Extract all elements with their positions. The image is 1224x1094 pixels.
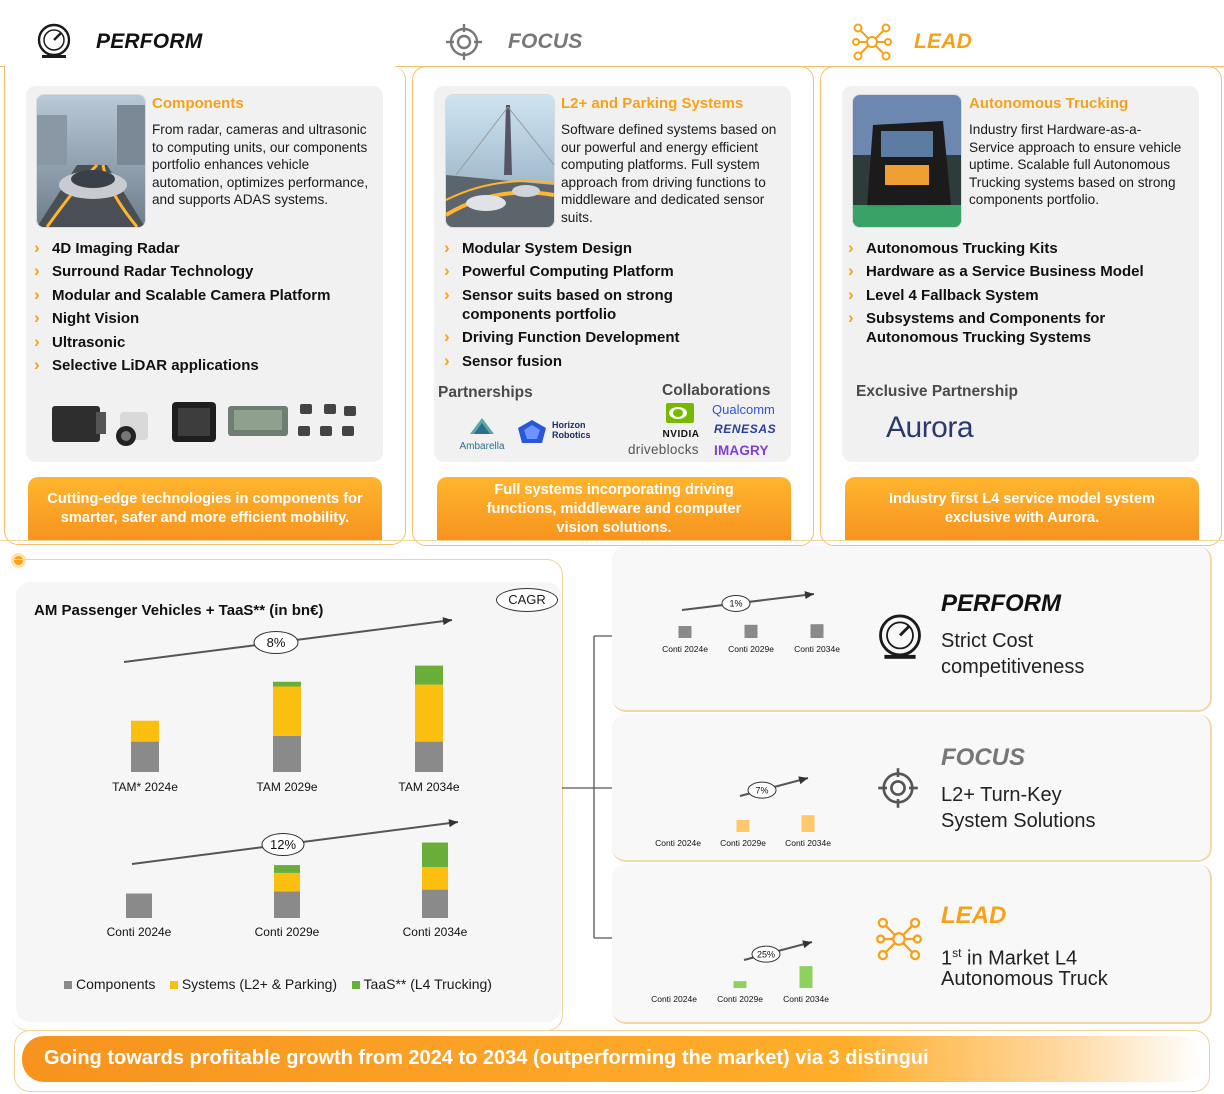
qualcomm-logo: Qualcomm	[712, 402, 775, 417]
components-banner: Cutting-edge technologies in components for smarter, safer and more efficient mobility.	[28, 477, 382, 541]
footer-banner	[22, 1036, 1202, 1082]
lead-line1-pre: 1	[941, 947, 953, 970]
bar-segment	[811, 624, 824, 638]
trucking-description: Industry first Hardware-as-a-Service approach to ensure vehicle uptime. Scalable full Autonomous Trucking systems based on strong components portfolio.	[969, 122, 1182, 208]
autonomous-truck-image	[853, 95, 961, 227]
focus-card-line1: L2+ Turn-Key	[941, 784, 1062, 806]
legend-item-components	[64, 976, 155, 992]
components-card	[26, 86, 383, 462]
cagr-value: 25%	[756, 949, 776, 960]
list-item: › Autonomous Trucking Kits	[842, 239, 1192, 258]
cagr-value: 12%	[269, 837, 297, 853]
cagr-value: 8%	[266, 635, 286, 651]
lead-card-title: LEAD	[941, 902, 1007, 929]
l2-image	[445, 94, 555, 228]
l2-card	[434, 86, 791, 462]
list-item: › Subsystems and Components for Autonomous Trucking Systems	[842, 309, 1146, 347]
category-label: Conti 2024e	[651, 994, 697, 1004]
list-item: › Sensor fusion	[438, 352, 728, 371]
aurora-logo: Aurora	[886, 411, 974, 444]
bar-segment	[745, 625, 758, 638]
cagr-value: 1%	[729, 598, 743, 609]
bar-segment	[131, 721, 159, 742]
category-label: Conti 2029e	[717, 994, 763, 1004]
components-bullets	[28, 239, 378, 379]
l2-title: L2+ and Parking Systems	[561, 95, 744, 112]
partnerships-label: Partnerships	[438, 384, 533, 401]
bar-segment	[126, 894, 152, 919]
category-label: Conti 2034e	[785, 838, 831, 848]
speedometer-icon	[874, 612, 926, 664]
category-label: Conti 2029e	[728, 644, 774, 654]
component-products-image	[48, 396, 368, 452]
focus-card-line2: System Solutions	[941, 810, 1096, 832]
bridge-cars-image	[446, 95, 554, 227]
category-label: TAM 2034e	[398, 780, 460, 794]
list-item: › Ultrasonic	[28, 333, 378, 352]
header-focus	[444, 22, 644, 62]
list-item: › Modular and Scalable Camera Platform	[28, 286, 378, 305]
nvidia-logo	[658, 402, 704, 438]
header-focus-label: FOCUS	[508, 30, 583, 53]
list-item: › Modular System Design	[438, 239, 728, 258]
nvidia-logo-text: NVIDIA	[662, 429, 700, 440]
trucking-banner: Industry first L4 service model system exclusive with Aurora.	[845, 477, 1199, 541]
legend-item-taas	[352, 976, 492, 992]
network-hub-icon	[852, 22, 892, 62]
category-label: Conti 2024e	[662, 644, 708, 654]
header-perform	[34, 22, 234, 62]
list-item: › 4D Imaging Radar	[28, 239, 378, 258]
list-item: › Selective LiDAR applications	[28, 356, 378, 375]
perform-card-line2: competitiveness	[941, 656, 1085, 678]
category-label: Conti 2024e	[655, 838, 701, 848]
trucking-card	[842, 86, 1199, 462]
horizon-logo-text: Horizon Robotics	[552, 420, 591, 440]
market-chart	[16, 582, 561, 962]
horizon-robotics-logo	[516, 419, 596, 447]
lead-card	[612, 864, 1212, 1024]
perform-card-title: PERFORM	[941, 590, 1061, 617]
list-item: › Driving Function Development	[438, 328, 728, 347]
bar-segment	[274, 892, 300, 918]
category-label: Conti 2034e	[402, 925, 468, 939]
bar-segment	[422, 867, 448, 890]
list-item: › Hardware as a Service Business Model	[842, 262, 1192, 281]
l2-bullets	[438, 239, 728, 375]
header-lead	[852, 22, 1052, 62]
category-label: Conti 2029e	[254, 925, 320, 939]
legend-label: Components	[76, 976, 156, 992]
cagr-badge: CAGR	[496, 588, 558, 612]
exclusive-partnership-label: Exclusive Partnership	[856, 383, 1018, 400]
bar-segment	[802, 815, 815, 832]
imagry-logo: IMAGRY	[714, 443, 769, 458]
category-label: Conti 2034e	[783, 994, 829, 1004]
list-item: › Powerful Computing Platform	[438, 262, 728, 281]
bar-segment	[273, 687, 301, 736]
bar-segment	[800, 966, 813, 988]
crosshair-icon	[876, 766, 920, 810]
collaborations-label: Collaborations	[662, 382, 771, 399]
bar-segment	[415, 666, 443, 685]
bar-segment	[274, 873, 300, 892]
bottom-divider	[0, 540, 1224, 541]
driveblocks-logo: driveblocks	[628, 442, 699, 457]
bar-segment	[415, 685, 443, 742]
l2-description: Software defined systems based on our powerful and energy efficient computing platforms. Full system approach from driving functions to middleware and dedicated sensor suits.	[561, 122, 777, 225]
ambarella-mark-icon	[452, 418, 512, 436]
bar-segment	[273, 682, 301, 687]
bar-segment	[415, 742, 443, 772]
cagr-value: 7%	[755, 785, 769, 796]
chart-legend	[64, 976, 554, 994]
ambarella-logo	[452, 418, 512, 452]
legend-label: Systems (L2+ & Parking)	[181, 976, 338, 992]
components-description: From radar, cameras and ultrasonic to computing units, our components portfolio enhances vehicle automation, optimizes performance, and supports ADAS systems.	[152, 122, 369, 208]
list-item: › Surround Radar Technology	[28, 262, 378, 281]
renesas-logo: RENESAS	[714, 422, 777, 436]
lead-card-line2: Autonomous Truck	[941, 968, 1108, 990]
legend-swatch	[170, 981, 178, 989]
focus-card	[612, 714, 1212, 862]
perform-mini-chart	[612, 546, 872, 710]
components-title: Components	[152, 95, 244, 112]
legend-item-systems	[170, 976, 337, 992]
category-label: TAM* 2024e	[112, 780, 178, 794]
trucking-title: Autonomous Trucking	[969, 95, 1129, 112]
car-on-road-image	[37, 95, 145, 227]
header-perform-label: PERFORM	[96, 30, 203, 53]
header-lead-label: LEAD	[914, 30, 972, 53]
footer-text: Going towards profitable growth from 2024 to 2034 (outperforming the market) via 3 distingui	[44, 1047, 929, 1069]
legend-swatch	[352, 981, 360, 989]
nvidia-eye-icon	[658, 402, 704, 424]
speedometer-icon	[34, 22, 74, 62]
list-item: › Sensor suits based on strong components portfolio	[438, 286, 728, 324]
perform-card	[612, 546, 1212, 712]
lead-line1-post: in Market L4	[961, 947, 1078, 970]
category-label: Conti 2034e	[794, 644, 840, 654]
bar-segment	[273, 736, 301, 772]
lead-line1-sup: st	[952, 946, 962, 960]
focus-mini-chart	[612, 714, 872, 860]
l2-banner: Full systems incorporating driving functions, middleware and computer vision solutions.	[437, 477, 791, 541]
chart-panel	[16, 582, 561, 1022]
crosshair-icon	[444, 22, 484, 62]
bar-segment	[422, 843, 448, 868]
category-label: Conti 2029e	[720, 838, 766, 848]
bar-segment	[737, 820, 750, 832]
bar-segment	[679, 626, 692, 638]
lead-mini-chart	[612, 864, 872, 1022]
bar-segment	[422, 890, 448, 918]
perform-card-line1: Strict Cost	[941, 630, 1034, 652]
ambarella-logo-text: Ambarella	[459, 441, 505, 452]
legend-label: TaaS** (L4 Trucking)	[363, 976, 492, 992]
category-label: Conti 2024e	[106, 925, 172, 939]
list-item: › Night Vision	[28, 309, 378, 328]
components-image	[36, 94, 146, 228]
legend-swatch	[64, 981, 72, 989]
trucking-image	[852, 94, 962, 228]
horizon-mark-icon	[516, 419, 548, 445]
bar-segment	[131, 742, 159, 772]
focus-card-title: FOCUS	[941, 744, 1025, 771]
trucking-bullets	[842, 239, 1192, 352]
bar-segment	[274, 865, 300, 873]
list-item: › Level 4 Fallback System	[842, 286, 1192, 305]
network-hub-icon	[876, 916, 922, 962]
bar-segment	[734, 981, 747, 988]
category-label: TAM 2029e	[256, 780, 318, 794]
chart-title: AM Passenger Vehicles + TaaS** (in bn€)	[34, 602, 324, 619]
